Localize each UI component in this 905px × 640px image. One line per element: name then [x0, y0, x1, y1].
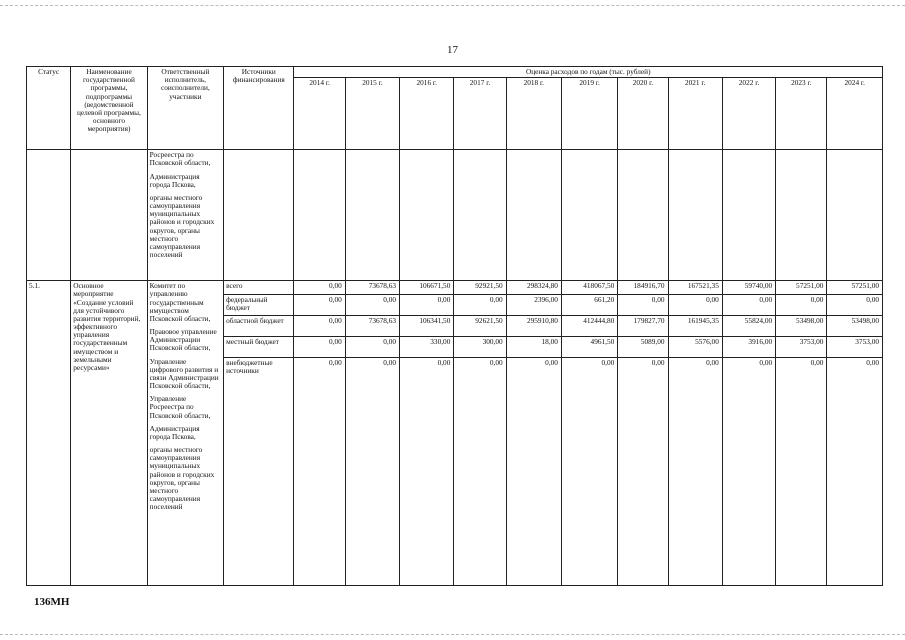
value-cell: 412444,80	[561, 316, 617, 337]
value-cell: 53498,00	[827, 316, 883, 337]
header-year: 2017 г.	[454, 78, 506, 150]
header-name: Наименование государственной программы, подпрограммы (ведомственной целевой программы, основного мероприятия)	[71, 67, 147, 150]
value-cell: 92621,50	[454, 316, 506, 337]
item-participants	[147, 281, 223, 586]
value-cell: 3916,00	[722, 337, 775, 358]
continuation-participants	[147, 150, 223, 281]
header-year: 2014 г.	[294, 78, 345, 150]
item-name: Основное мероприятие «Создание условий для устойчивого развития территорий, эффективного управления государственным имуществом и земельными ресурсами»	[71, 281, 147, 586]
value-cell: 418067,50	[561, 281, 617, 295]
header-year: 2019 г.	[561, 78, 617, 150]
value-cell: 179827,70	[618, 316, 668, 337]
value-cell: 0,00	[454, 295, 506, 316]
participant: Администрация города Пскова,	[149, 423, 200, 441]
scan-edge-bottom	[0, 634, 905, 635]
value-cell: 59740,00	[722, 281, 775, 295]
value-cell: 161945,35	[668, 316, 722, 337]
value-cell: 295910,80	[506, 316, 561, 337]
value-cell: 0,00	[294, 281, 345, 295]
header-row	[27, 67, 883, 78]
value-cell: 0,00	[618, 358, 668, 586]
value-cell: 0,00	[618, 295, 668, 316]
page-number: 17	[447, 44, 458, 56]
value-cell: 57251,00	[827, 281, 883, 295]
value-cell: 3753,00	[776, 337, 827, 358]
value-cell: 0,00	[561, 358, 617, 586]
header-estimate: Оценка расходов по годам (тыс. рублей)	[294, 67, 883, 78]
footer-code: 136МН	[34, 596, 70, 608]
value-cell: 0,00	[294, 358, 345, 586]
header-year: 2015 г.	[345, 78, 399, 150]
header-year: 2021 г.	[668, 78, 722, 150]
value-cell: 53498,00	[776, 316, 827, 337]
header-year: 2022 г.	[722, 78, 775, 150]
participant: Администрация города Пскова,	[149, 171, 200, 189]
value-cell: 298324,80	[506, 281, 561, 295]
value-cell: 167521,35	[668, 281, 722, 295]
source-label: федеральный бюджет	[224, 295, 294, 316]
value-cell: 0,00	[668, 358, 722, 586]
value-cell: 0,00	[776, 295, 827, 316]
participant: Комитет по управлению государственным имуществом Псковской области,	[149, 281, 211, 323]
value-cell: 0,00	[827, 358, 883, 586]
participant: Правовое управление Администрации Псковской области,	[149, 327, 217, 353]
source-label: местный бюджет	[224, 337, 294, 358]
value-cell: 330,00	[400, 337, 454, 358]
value-cell: 57251,00	[776, 281, 827, 295]
value-cell: 2396,00	[506, 295, 561, 316]
value-cell: 73678,63	[345, 316, 399, 337]
value-cell: 73678,63	[345, 281, 399, 295]
value-cell: 92921,50	[454, 281, 506, 295]
item-status: 5.1.	[27, 281, 71, 586]
value-cell: 0,00	[668, 295, 722, 316]
value-cell: 5089,00	[618, 337, 668, 358]
header-responsible: Ответственный исполнитель, соисполнители, участники	[147, 67, 223, 150]
value-cell: 0,00	[294, 316, 345, 337]
header-year: 2024 г.	[827, 78, 883, 150]
header-year: 2016 г.	[400, 78, 454, 150]
value-cell: 0,00	[294, 295, 345, 316]
value-cell: 0,00	[827, 295, 883, 316]
table-row	[27, 281, 883, 295]
value-cell: 0,00	[345, 358, 399, 586]
value-cell: 300,00	[454, 337, 506, 358]
value-cell: 3753,00	[827, 337, 883, 358]
value-cell: 0,00	[345, 295, 399, 316]
participant: Росреестра по Псковской области,	[149, 150, 211, 168]
source-label: всего	[224, 281, 294, 295]
value-cell: 18,00	[506, 337, 561, 358]
header-year: 2023 г.	[776, 78, 827, 150]
participant: Управление Росреестра по Псковской области,	[149, 394, 211, 420]
value-cell: 106671,50	[400, 281, 454, 295]
expenditure-table	[26, 66, 883, 586]
value-cell: 0,00	[400, 358, 454, 586]
value-cell: 55824,00	[722, 316, 775, 337]
value-cell: 661,20	[561, 295, 617, 316]
value-cell: 106341,50	[400, 316, 454, 337]
value-cell: 0,00	[454, 358, 506, 586]
value-cell: 0,00	[776, 358, 827, 586]
value-cell: 0,00	[722, 295, 775, 316]
value-cell: 0,00	[722, 358, 775, 586]
value-cell: 5576,00	[668, 337, 722, 358]
value-cell: 0,00	[294, 337, 345, 358]
scan-edge-top	[0, 5, 905, 6]
value-cell: 0,00	[345, 337, 399, 358]
source-label: внебюджетные источники	[224, 358, 294, 586]
header-year: 2020 г.	[618, 78, 668, 150]
header-status: Статус	[27, 67, 71, 150]
participant: органы местного самоуправления муниципальных районов и городских округов, органы местного самоуправления поселений	[149, 445, 215, 512]
participant: органы местного самоуправления муниципальных районов и городских округов, органы местного самоуправления поселений	[149, 192, 215, 260]
source-label: областной бюджет	[224, 316, 294, 337]
value-cell: 0,00	[506, 358, 561, 586]
continuation-row	[27, 150, 883, 281]
header-sources: Источники финансирования	[224, 67, 294, 150]
value-cell: 0,00	[400, 295, 454, 316]
header-year: 2018 г.	[506, 78, 561, 150]
value-cell: 4961,50	[561, 337, 617, 358]
value-cell: 184916,70	[618, 281, 668, 295]
participant: Управление цифрового развития и связи Администрации Псковской области,	[149, 356, 219, 391]
